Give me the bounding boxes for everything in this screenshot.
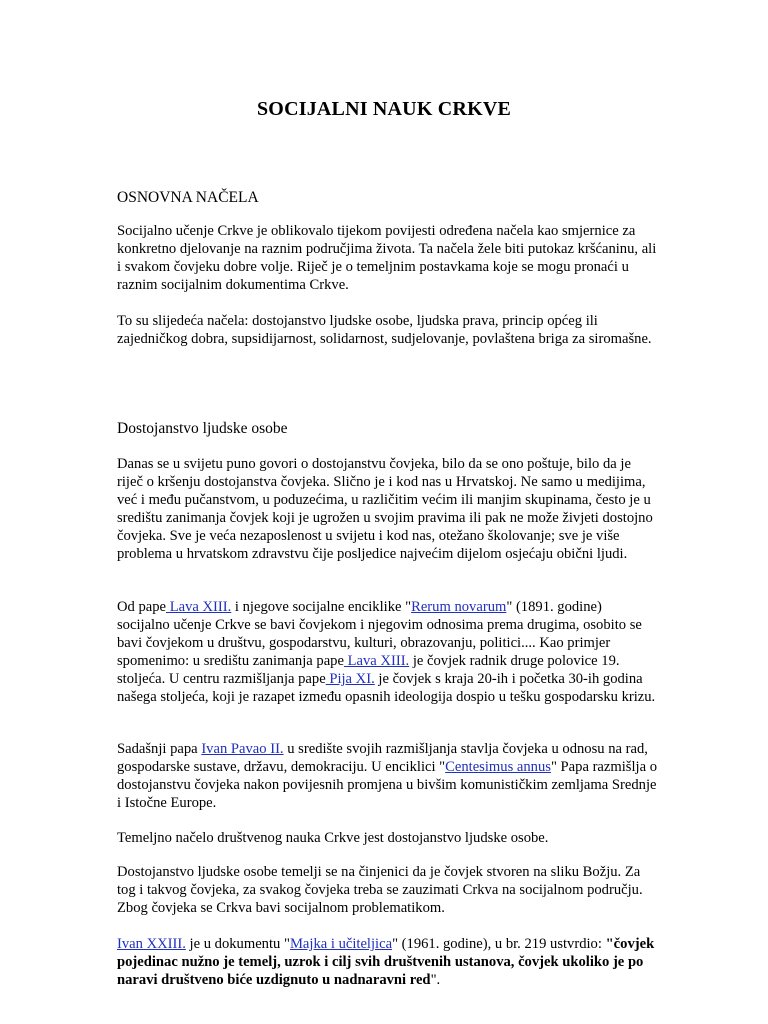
link-lava-xiii-second[interactable]: Lava XIII.: [343, 652, 410, 669]
section-heading: OSNOVNA NAČELA: [117, 189, 259, 206]
link-ivan-xxiii[interactable]: Ivan XXIII.: [117, 936, 186, 952]
text-segment: je čovjek s kraja 20-ih i početka 30-ih godina našega stoljeća, koji je razapet između opasnih ideologija dospio u tešku gospodarsku krizu.: [117, 670, 656, 705]
text-segment: " (1961. godine), u br. 219 ustvrdio:: [392, 936, 606, 952]
text-segment: i njegove socijalne enciklike ": [231, 599, 412, 615]
link-rerum-novarum[interactable]: Rerum novarum: [411, 599, 507, 615]
link-ivan-pavao-ii[interactable]: Ivan Pavao II.: [201, 741, 284, 757]
paragraph-image-of-god: Dostojanstvo ljudske osobe temelji se na činjenici da je čovjek stvoren na sliku Božju. Za tog i takvog čovjeka, za svakog čovjeka treba se zauzimati Crkva na socijalnom području. Zbog čovjeka se Crkva bavi socijalnom problematikom.: [117, 864, 643, 916]
bold-quote: "čovjek pojedinac nužno je temelj, uzrok i cilj svih društvenih ustanova, čovjek ukoliko je po naravi društveno biće uzdignuto u nadnaravni red: [117, 936, 655, 988]
paragraph-principles: To su slijedeća načela: dostojanstvo ljudske osobe, ljudska prava, princip općeg ili zajedničkog dobra, supsidijarnost, solidarnost, sudjelovanje, povlaštena briga za siromašne.: [117, 313, 652, 347]
paragraph-dignity: Danas se u svijetu puno govori o dostojanstvu čovjeka, bilo da se ono poštuje, bilo da je riječ o kršenju dostojanstva čovjeka. Slično je i kod nas u Hrvatskoj. Ne samo u medijima, već i među pučanstvom, u poduzećima, u različitim većim ili manjim skupinama, često je u središtu zanimanja čovjek koji je ugrožen u svojim pravima ili pak ne može živjeti dostojno čovjeka. Sve je veća nezaposlenost u svijetu i kod nas, otežano školovanje; sve je više problema u hrvatskom zdravstvu čije posljedice najvećim dijelom osjećaju obični ljudi.: [117, 456, 653, 562]
link-lava-xiii[interactable]: Lava XIII.: [166, 599, 232, 615]
text-segment: Od pape: [117, 599, 167, 615]
text-segment: u središte svojih razmišljanja stavlja čovjeka u odnosu na rad, gospodarske sustave, državu, demokraciju. U enciklici ": [117, 741, 648, 775]
paragraph-quote: [117, 936, 657, 990]
text-segment: je čovjek radnik druge polovice 19. stoljeća. U centru razmišljanja pape: [117, 652, 620, 687]
document-title: SOCIJALNI NAUK CRKVE: [256, 98, 512, 120]
text-segment: je u dokumentu ": [185, 936, 290, 952]
text-segment: " (1891. godine) socijalno učenje Crkve se bavi čovjekom i njegovim odnosima prema drugima, osobito se bavi čovjekom u društvu, gospodarstvu, kulturi, obrazovanju, politici.... Kao primjer spomenimo: u središtu zanimanja pape: [117, 599, 642, 669]
link-pija-xi[interactable]: Pija XI.: [325, 670, 375, 687]
paragraph-intro: Socijalno učenje Crkve je oblikovalo tijekom povijesti određena načela kao smjernice za konkretno djelovanje na raznim područjima života. Ta načela žele biti putokaz kršćaninu, ali i svakom čovjeku dobre volje. Riječ je o temeljnim postavkama koje se mogu pronaći u raznim socijalnim dokumentima Crkve.: [117, 223, 657, 293]
link-centesimus-annus[interactable]: Centesimus annus: [445, 758, 551, 775]
text-segment: " Papa razmišlja o dostojanstvu čovjeka nakon povijesnih promjena u bivšim komunističkim zemljama Srednje i Istočne Europe.: [117, 758, 658, 811]
paragraph-current-pope: [117, 741, 657, 813]
link-majka-i-uciteljica[interactable]: Majka i učiteljica: [289, 936, 393, 952]
paragraph-popes: [117, 599, 657, 706]
paragraph-fundamental-principle: Temeljno načelo društvenog nauka Crkve jest dostojanstvo ljudske osobe.: [117, 830, 549, 846]
subheading-dignity: Dostojanstvo ljudske osobe: [117, 420, 288, 437]
text-segment: Sadašnji papa: [117, 741, 202, 757]
text-segment: ".: [430, 971, 441, 988]
